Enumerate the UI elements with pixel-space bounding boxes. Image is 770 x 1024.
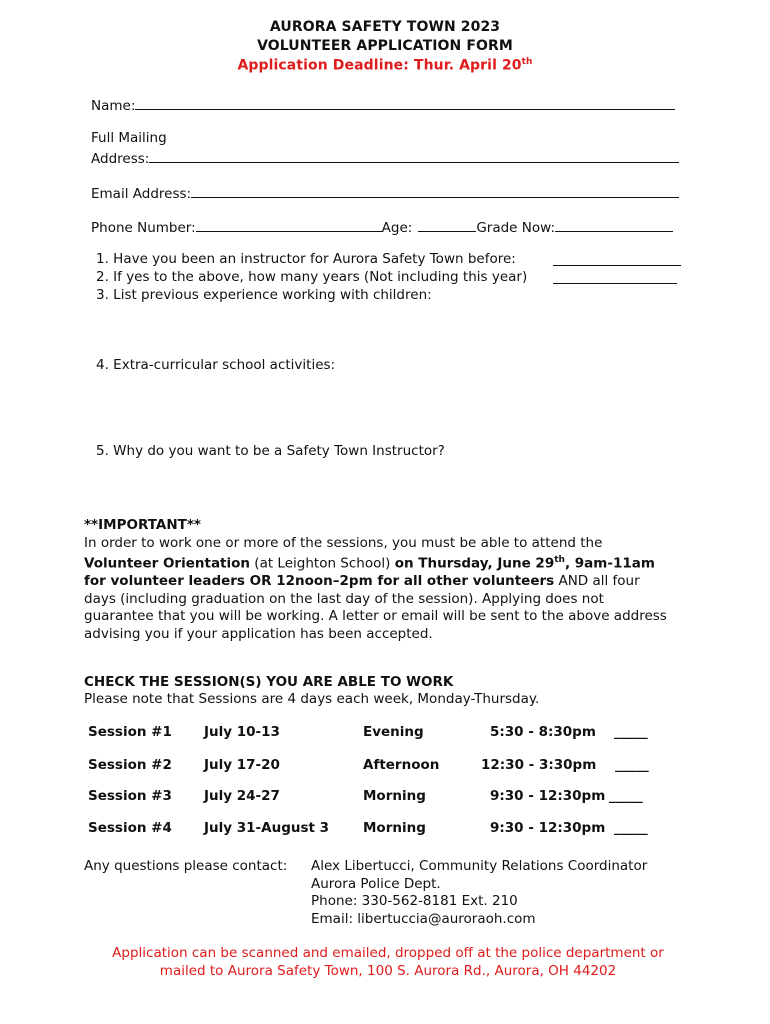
- session-name: Session #1: [88, 724, 172, 740]
- orientation-date-sup: th: [554, 555, 565, 565]
- session-dates: July 31-August 3: [204, 820, 330, 836]
- footer-line-1: Application can be scanned and emailed, dropped off at the police department or: [112, 945, 664, 961]
- application-deadline: [0, 57, 770, 74]
- contact-details: [311, 858, 647, 928]
- question-1-answer-line[interactable]: [553, 251, 681, 266]
- grade-input-line[interactable]: [555, 217, 673, 232]
- submission-instructions: [0, 944, 770, 980]
- contact-email: Email: libertuccia@auroraoh.com: [311, 910, 536, 927]
- important-line-2: [84, 552, 724, 573]
- address-input-line[interactable]: [149, 148, 679, 163]
- question-1: 1. Have you been an instructor for Aurora Safety Town before:: [96, 251, 516, 267]
- name-label: Name:: [91, 98, 136, 114]
- session-dates: July 24-27: [204, 788, 280, 804]
- form-title: AURORA SAFETY TOWN 2023: [269, 19, 501, 35]
- session-name: Session #4: [88, 820, 172, 836]
- question-3: 3. List previous experience working with children:: [96, 287, 432, 303]
- orientation-time: , 9am-11am: [564, 555, 655, 572]
- session-hours: 12:30 - 3:30pm: [481, 757, 597, 773]
- footer-line-2: mailed to Aurora Safety Town, 100 S. Aurora Rd., Aurora, OH 44202: [159, 963, 617, 979]
- question-2: 2. If yes to the above, how many years (Not including this year): [96, 269, 528, 285]
- important-line-3-tail: AND all four: [554, 573, 640, 589]
- contact-label: Any questions please contact:: [84, 858, 288, 874]
- phone-age-grade-row: [91, 217, 673, 236]
- sessions-heading: CHECK THE SESSION(S) YOU ARE ABLE TO WORK: [84, 674, 454, 690]
- session-time-of-day: Afternoon: [363, 757, 440, 773]
- session-row-2[interactable]: [0, 757, 770, 787]
- session-dates: July 17-20: [204, 757, 280, 773]
- important-line-1: In order to work one or more of the sessions, you must be able to attend the: [84, 534, 603, 551]
- session-dates: July 10-13: [204, 724, 280, 740]
- orientation-date: on Thursday, June 29: [394, 555, 555, 572]
- session-time-of-day: Morning: [363, 788, 426, 804]
- email-input-line[interactable]: [191, 183, 679, 198]
- session-name: Session #3: [88, 788, 172, 804]
- grade-label: Grade Now:: [476, 220, 555, 236]
- session-row-3[interactable]: [0, 788, 770, 818]
- deadline-sup: th: [521, 57, 533, 67]
- session-checkbox-line[interactable]: _____: [609, 788, 643, 804]
- phone-input-line[interactable]: [196, 217, 382, 232]
- question-5: 5. Why do you want to be a Safety Town Instructor?: [96, 443, 445, 459]
- name-input-line[interactable]: [135, 95, 675, 110]
- contact-department: Aurora Police Dept.: [311, 875, 441, 892]
- question-2-answer-line[interactable]: [553, 269, 677, 284]
- orientation-location: (at Leighton School): [250, 555, 395, 572]
- phone-label: Phone Number:: [91, 220, 196, 236]
- important-line-6: advising you if your application has been accepted.: [84, 625, 433, 642]
- mailing-label-line2: Address:: [91, 151, 150, 167]
- contact-phone: Phone: 330-562-8181 Ext. 210: [311, 893, 518, 909]
- session-time-of-day: Evening: [363, 724, 424, 740]
- sessions-note: Please note that Sessions are 4 days each week, Monday-Thursday.: [84, 691, 540, 707]
- important-heading: **IMPORTANT**: [84, 517, 201, 533]
- session-name: Session #2: [88, 757, 172, 773]
- important-line-3: [84, 573, 724, 591]
- age-input-line[interactable]: [418, 217, 476, 232]
- question-4: 4. Extra-curricular school activities:: [96, 357, 336, 373]
- session-hours: 9:30 - 12:30pm: [490, 820, 606, 836]
- orientation-times-detail: for volunteer leaders OR 12noon–2pm for all other volunteers: [84, 573, 555, 589]
- session-row-1[interactable]: [0, 724, 770, 756]
- email-field: [91, 183, 679, 202]
- important-notice: [84, 517, 724, 643]
- deadline-text: Application Deadline: Thur. April 20: [237, 57, 522, 74]
- age-label: Age:: [381, 220, 413, 236]
- session-checkbox-line[interactable]: _____: [615, 757, 649, 773]
- session-row-4[interactable]: [0, 820, 770, 850]
- orientation-label: Volunteer Orientation: [84, 555, 251, 572]
- session-time-of-day: Morning: [363, 820, 426, 836]
- mailing-field: [91, 148, 679, 167]
- session-checkbox-line[interactable]: _____: [614, 724, 648, 740]
- session-hours: 5:30 - 8:30pm: [490, 724, 596, 740]
- session-checkbox-line[interactable]: _____: [614, 820, 648, 836]
- session-hours: 9:30 - 12:30pm: [490, 788, 606, 804]
- important-line-5: guarantee that you will be working. A letter or email will be sent to the above address: [84, 608, 667, 624]
- name-field: [91, 95, 675, 114]
- email-label: Email Address:: [91, 186, 192, 202]
- contact-name: Alex Libertucci, Community Relations Coordinator: [311, 858, 648, 874]
- important-line-4: days (including graduation on the last day of the session). Applying does not: [84, 590, 604, 607]
- form-subtitle: VOLUNTEER APPLICATION FORM: [257, 38, 513, 54]
- mailing-label-line1: Full Mailing: [91, 130, 167, 146]
